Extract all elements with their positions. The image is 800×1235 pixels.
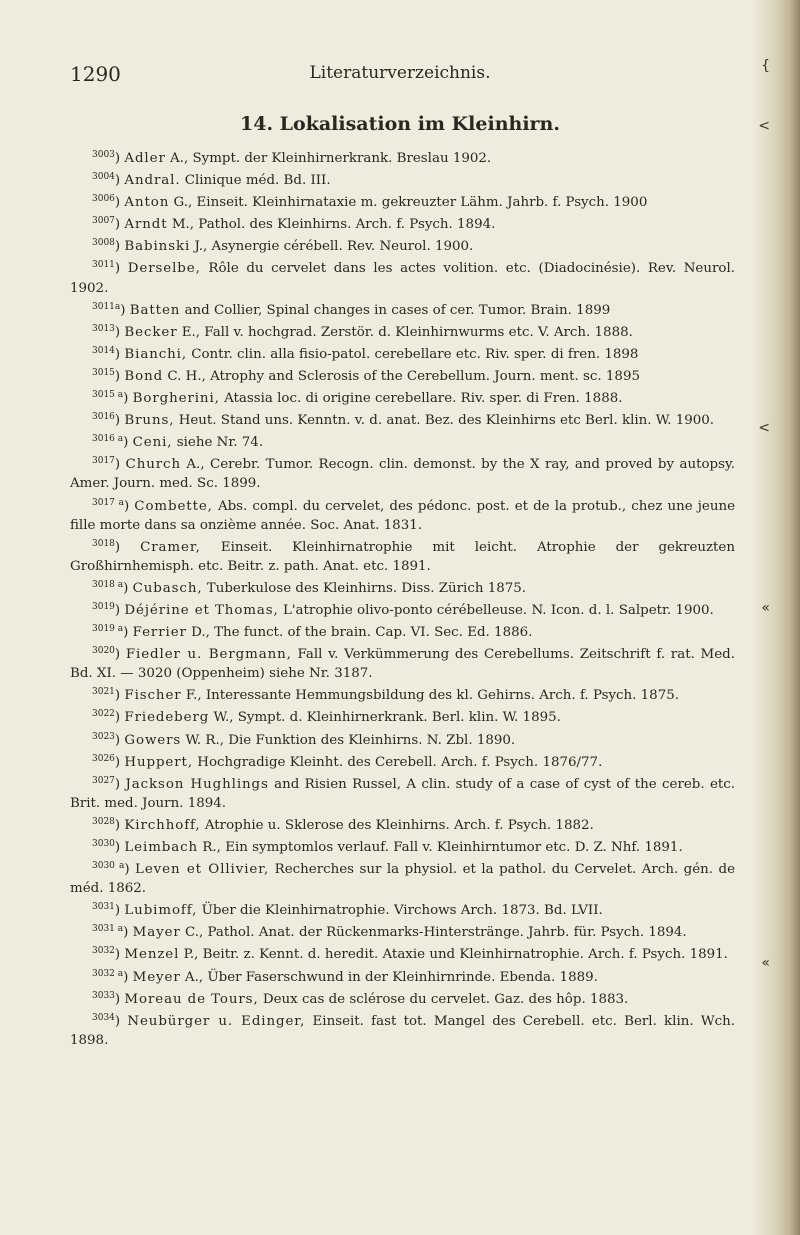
reference-text: Abs. compl. du cervelet, des pédonc. post. et de la protub., chez une jeune fille morte dans sa onzième année. Soc. Anat. 1831. [70, 498, 735, 533]
reference-author: Arndt [124, 217, 168, 233]
reference-number: 3027 [92, 775, 115, 786]
page-header [70, 62, 730, 86]
reference-entry: $^{3026}$) Huppert, Hochgradige Kleinht. des Cerebell. Arch. f. Psych. 1876/77. [92, 753, 603, 770]
running-title: Literaturverzeichnis. [309, 63, 491, 83]
reference-number: 3014 [92, 345, 115, 356]
reference-number: 3020 [92, 646, 115, 657]
reference-author: Moreau de Tours, [124, 991, 259, 1007]
page-number: 1290 [70, 62, 121, 86]
reference-entry: $^{3006}$) Anton G., Einseit. Kleinhirnataxie m. gekreuzter Lähm. Jahrb. f. Psych. 1900 [92, 194, 648, 211]
reference-author: Bond [124, 368, 164, 384]
reference-number: 3011 [92, 260, 115, 271]
reference-text: Contr. clin. alla fisio-patol. cerebellare etc. Riv. sper. di fren. 1898 [191, 346, 639, 362]
reference-entry: $^{3011}$) Derselbe, Rôle du cervelet dans les actes volition. etc. (Diadocinésie). Rev. Neurol. 1902. [70, 260, 735, 296]
reference-text: Fall v. Verkümmerung des Cerebellums. Zeitschrift f. rat. Med. Bd. XI. — 3020 (Oppenheim) siehe Nr. 3187. [70, 647, 736, 682]
reference-text: L'atrophie olivo-ponto cérébelleuse. N. Icon. d. l. Salpetr. 1900. [282, 602, 714, 618]
reference-author: Friedeberg [124, 710, 210, 726]
reference-number: 3026 [92, 753, 115, 764]
reference-number: 3017 [92, 456, 115, 467]
reference-text: Tuberkulose des Kleinhirns. Diss. Zürich 1875. [206, 580, 527, 596]
reference-text: and Risien Russel, A clin. study of a case of cyst of the cereb. etc. Brit. med. Journ. 1894. [70, 776, 736, 811]
reference-author: Becker [124, 324, 178, 340]
reference-author: Babinski [124, 239, 191, 255]
margin-mark: < [758, 118, 770, 134]
reference-text: W. R., Die Funktion des Kleinhirns. N. Zbl. 1890. [185, 732, 516, 748]
reference-text: A., Sympt. der Kleinhirnerkrank. Breslau 1902. [170, 151, 492, 166]
reference-text: C., Pathol. Anat. der Rückenmarks-Hinterstränge. Jahrb. für. Psych. 1894. [184, 925, 687, 941]
reference-text: Einseit. fast tot. Mangel des Cerebell. etc. Berl. klin. Wch. 1898. [70, 1013, 735, 1048]
reference-entry: $^{3013}$) Becker E., Fall v. hochgrad. Zerstör. d. Kleinhirnwurms etc. V. Arch. 1888. [92, 323, 633, 340]
reference-author: Leven et Ollivier, [135, 862, 270, 878]
reference-text: A., Cerebr. Tumor. Recogn. clin. demonst. by the X ray, and proved by autopsy. Amer. Journ. med. Sc. 1899. [70, 457, 735, 492]
reference-number: 3019 a [92, 624, 124, 635]
reference-text: siehe Nr. 74. [176, 435, 264, 451]
margin-mark: { [761, 58, 770, 74]
section-title: 14. Lokalisation im Kleinhirn. [240, 113, 560, 135]
reference-number: 3031 a [92, 924, 124, 935]
reference-author: Cubasch, [132, 580, 203, 596]
reference-text: M., Pathol. des Kleinhirns. Arch. f. Psych. 1894. [171, 217, 496, 233]
reference-text: Recherches sur la physiol. et la pathol. du Cervelet. Arch. gén. de méd. 1862. [70, 862, 735, 897]
reference-entry: $^{3032}$) Menzel P., Beitr. z. Kennt. d. heredit. Ataxie und Kleinhirnatrophie. Arch. f. Psych. 1891. [92, 946, 728, 963]
reference-text: D., The funct. of the brain. Cap. VI. Sec. Ed. 1886. [191, 625, 533, 641]
reference-text: Hochgradige Kleinht. des Cerebell. Arch. f. Psych. 1876/77. [197, 754, 603, 770]
reference-entry: $^{3033}$) Moreau de Tours, Deux cas de sclérose du cervelet. Gaz. des hôp. 1883. [92, 990, 629, 1007]
reference-text: and Collier, Spinal changes in cases of cer. Tumor. Brain. 1899 [184, 302, 611, 318]
reference-entry: $^{3017}$) Church A., Cerebr. Tumor. Recogn. clin. demonst. by the X ray, and proved by autopsy. Amer. Journ. med. Sc. 1899. [70, 456, 735, 492]
reference-author: Combette, [134, 498, 213, 514]
reference-number: 3018 [92, 538, 115, 549]
reference-number: 3015 [92, 367, 115, 378]
reference-author: Bruns, [124, 413, 175, 429]
reference-text: C. H., Atrophy and Sclerosis of the Cerebellum. Journ. ment. sc. 1895 [167, 368, 640, 384]
reference-author: Kirchhoff, [124, 817, 201, 833]
reference-entry: $^{3016 a}$) Ceni, siehe Nr. 74. [92, 434, 264, 451]
reference-entry: $^{3004}$) Andral. Clinique méd. Bd. III. [92, 172, 331, 189]
reference-entry: $^{3015}$) Bond C. H., Atrophy and Sclerosis of the Cerebellum. Journ. ment. sc. 1895 [92, 367, 640, 384]
reference-entry: $^{3034}$) Neubürger u. Edinger, Einseit. fast tot. Mangel des Cerebell. etc. Berl. klin. Wch. 1898. [70, 1012, 735, 1048]
margin-mark: « [761, 600, 770, 616]
reference-author: Leimbach [124, 840, 199, 855]
margin-mark: « [761, 955, 770, 971]
reference-entry: $^{3031 a}$) Mayer C., Pathol. Anat. der Rückenmarks-Hinterstränge. Jahrb. für. Psych. 1894. [92, 924, 687, 941]
reference-number: 3013 [92, 323, 115, 334]
reference-entry: $^{3019}$) Déjérine et Thomas, L'atrophie olivo-ponto cérébelleuse. N. Icon. d. l. Salpetr. 1900. [92, 601, 714, 618]
reference-entry: $^{3032 a}$) Meyer A., Über Faserschwund in der Kleinhirnrinde. Ebenda. 1889. [92, 968, 598, 985]
reference-entry: $^{3023}$) Gowers W. R., Die Funktion des Kleinhirns. N. Zbl. 1890. [92, 731, 516, 748]
reference-number: 3004 [92, 172, 115, 183]
reference-number: 3006 [92, 194, 115, 205]
reference-number: 3032 [92, 946, 115, 957]
page-edge [752, 0, 800, 1235]
reference-author: Meyer [132, 969, 181, 985]
reference-number: 3017 a [92, 497, 124, 508]
reference-number: 3011a [92, 301, 121, 312]
reference-entry: $^{3011a}$) Batten and Collier, Spinal changes in cases of cer. Tumor. Brain. 1899 [92, 301, 611, 318]
reference-author: Menzel [124, 947, 180, 963]
reference-text: F., Interessante Hemmungsbildung des kl. Gehirns. Arch. f. Psych. 1875. [185, 688, 679, 704]
reference-text: Atassia loc. di origine cerebellare. Riv. sper. di Fren. 1888. [224, 391, 623, 407]
reference-author: Gowers [124, 732, 182, 748]
reference-entry: $^{3022}$) Friedeberg W., Sympt. d. Kleinhirnerkrank. Berl. klin. W. 1895. [92, 709, 561, 726]
reference-author: Anton [124, 195, 170, 211]
reference-text: G., Einseit. Kleinhirnataxie m. gekreuzter Lähm. Jahrb. f. Psych. 1900 [173, 195, 648, 211]
reference-text: Heut. Stand uns. Kenntn. v. d. anat. Bez. des Kleinhirns etc Berl. klin. W. 1900. [178, 413, 715, 429]
reference-author: Cramer, [140, 539, 201, 555]
reference-list [70, 146, 735, 1050]
reference-number: 3015 a [92, 390, 124, 401]
reference-number: 3034 [92, 1012, 115, 1023]
reference-entry: $^{3021}$) Fischer F., Interessante Hemmungsbildung des kl. Gehirns. Arch. f. Psych. 1875. [92, 687, 679, 704]
reference-text: P., Beitr. z. Kennt. d. heredit. Ataxie und Kleinhirnatrophie. Arch. f. Psych. 1891. [183, 947, 728, 963]
reference-entry: $^{3014}$) Bianchi, Contr. clin. alla fisio-patol. cerebellare etc. Riv. sper. di fren. 1898 [92, 345, 639, 362]
reference-text: Einseit. Kleinhirnatrophie mit leicht. Atrophie der gekreuzten Großhirnhemisph. etc. Beitr. z. path. Anat. etc. 1891. [70, 539, 735, 574]
reference-author: Ceni, [132, 435, 173, 451]
reference-entry: $^{3031}$) Lubimoff, Über die Kleinhirnatrophie. Virchows Arch. 1873. Bd. LVII. [92, 902, 603, 919]
reference-number: 3021 [92, 687, 115, 698]
reference-text: R., Ein symptomlos verlauf. Fall v. Kleinhirntumor etc. D. Z. Nhf. 1891. [202, 840, 683, 855]
reference-text: E., Fall v. hochgrad. Zerstör. d. Kleinhirnwurms etc. V. Arch. 1888. [181, 324, 633, 340]
reference-author: Adler [124, 151, 166, 166]
reference-entry: $^{3017 a}$) Combette, Abs. compl. du cervelet, des pédonc. post. et de la protub., chez une jeune fille morte dans sa onzième année. Soc. Anat. 1831. [70, 497, 735, 533]
reference-text: Deux cas de sclérose du cervelet. Gaz. des hôp. 1883. [262, 991, 629, 1007]
reference-entry: $^{3019 a}$) Ferrier D., The funct. of the brain. Cap. VI. Sec. Ed. 1886. [92, 624, 533, 641]
reference-entry: $^{3030}$) Leimbach R., Ein symptomlos verlauf. Fall v. Kleinhirntumor etc. D. Z. Nhf. 1891. [92, 839, 683, 855]
reference-entry: $^{3020}$) Fiedler u. Bergmann, Fall v. Verkümmerung des Cerebellums. Zeitschrift f. rat. Med. Bd. XI. — 3020 (Oppenheim) siehe Nr. 3187. [70, 646, 736, 682]
reference-author: Huppert, [124, 754, 193, 770]
reference-text: J., Asynergie cérébell. Rev. Neurol. 1900. [194, 239, 474, 255]
reference-number: 3030 a [92, 861, 125, 872]
reference-number: 3023 [92, 731, 115, 742]
reference-number: 3018 a [92, 579, 124, 590]
reference-text: W., Sympt. d. Kleinhirnerkrank. Berl. klin. W. 1895. [213, 710, 561, 726]
reference-author: Jackson Hughlings [125, 776, 269, 792]
reference-author: Church [125, 457, 181, 473]
reference-number: 3031 [92, 902, 115, 913]
reference-author: Andral. [124, 173, 181, 189]
reference-author: Batten [129, 302, 181, 318]
reference-entry: $^{3028}$) Kirchhoff, Atrophie u. Sklerose des Kleinhirns. Arch. f. Psych. 1882. [92, 816, 594, 833]
reference-number: 3016 [92, 412, 115, 423]
reference-text: Atrophie u. Sklerose des Kleinhirns. Arch. f. Psych. 1882. [204, 817, 594, 833]
reference-entry: $^{3018}$) Cramer, Einseit. Kleinhirnatrophie mit leicht. Atrophie der gekreuzten Großhirnhemisph. etc. Beitr. z. path. Anat. etc. 1891. [70, 538, 735, 574]
reference-number: 3022 [92, 709, 115, 720]
reference-number: 3019 [92, 601, 115, 612]
reference-number: 3016 a [92, 434, 124, 445]
reference-text: A., Über Faserschwund in der Kleinhirnrinde. Ebenda. 1889. [184, 969, 598, 985]
margin-mark: < [758, 420, 770, 436]
reference-author: Mayer [132, 925, 181, 941]
reference-entry: $^{3027}$) Jackson Hughlings and Risien Russel, A clin. study of a case of cyst of the cereb. etc. Brit. med. Journ. 1894. [70, 775, 736, 811]
reference-author: Derselbe, [127, 261, 201, 277]
reference-author: Bianchi, [124, 346, 187, 362]
reference-entry: $^{3007}$) Arndt M., Pathol. des Kleinhirns. Arch. f. Psych. 1894. [92, 216, 496, 233]
reference-author: Déjérine et Thomas, [124, 602, 279, 618]
reference-number: 3007 [92, 216, 115, 227]
reference-entry: $^{3008}$) Babinski J., Asynergie cérébell. Rev. Neurol. 1900. [92, 238, 474, 255]
reference-author: Fiedler u. Bergmann, [125, 647, 292, 663]
reference-entry: $^{3003}$) Adler A., Sympt. der Kleinhirnerkrank. Breslau 1902. [92, 150, 492, 166]
reference-number: 3032 a [92, 968, 124, 979]
reference-number: 3028 [92, 816, 115, 827]
reference-number: 3030 [92, 839, 115, 849]
reference-entry: $^{3016}$) Bruns, Heut. Stand uns. Kenntn. v. d. anat. Bez. des Kleinhirns etc Berl. klin. W. 1900. [92, 412, 715, 429]
reference-text: Clinique méd. Bd. III. [184, 173, 331, 189]
reference-author: Neubürger u. Edinger, [127, 1013, 306, 1029]
reference-author: Ferrier [132, 625, 187, 641]
reference-number: 3008 [92, 238, 115, 249]
reference-entry: $^{3018 a}$) Cubasch, Tuberkulose des Kleinhirns. Diss. Zürich 1875. [92, 579, 527, 596]
reference-number: 3033 [92, 990, 115, 1001]
reference-entry: $^{3015 a}$) Borgherini, Atassia loc. di origine cerebellare. Riv. sper. di Fren. 1888. [92, 390, 623, 407]
reference-text: Rôle du cervelet dans les actes volition. etc. (Diadocinésie). Rev. Neurol. 1902. [70, 261, 735, 296]
reference-text: Über die Kleinhirnatrophie. Virchows Arch. 1873. Bd. LVII. [201, 903, 603, 919]
reference-entry: $^{3030 a}$) Leven et Ollivier, Recherches sur la physiol. et la pathol. du Cervelet. Arch. gén. de méd. 1862. [70, 861, 735, 897]
reference-number: 3003 [92, 150, 115, 160]
reference-author: Lubimoff, [124, 903, 198, 919]
reference-author: Fischer [124, 688, 182, 704]
reference-author: Borgherini, [132, 391, 220, 407]
